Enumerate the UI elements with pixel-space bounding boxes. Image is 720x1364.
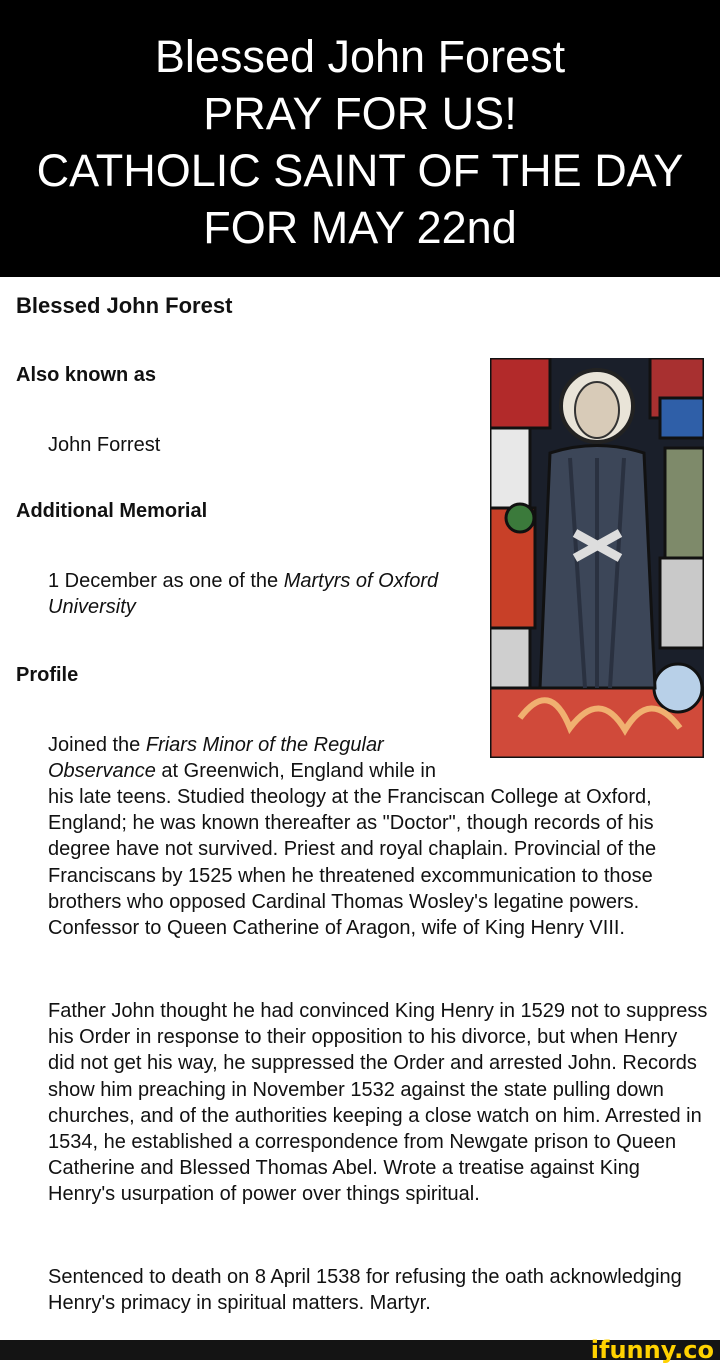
banner-line-4: FOR MAY 22nd: [203, 202, 517, 253]
memorial-heading: Additional Memorial: [16, 500, 208, 522]
footer-bar: [0, 1336, 720, 1364]
stained-glass-image: [490, 358, 704, 758]
ifunny-logo: ifunny.co: [590, 1336, 714, 1364]
article-title: Blessed John Forest: [16, 293, 233, 318]
banner-line-1: Blessed John Forest: [154, 31, 566, 82]
banner-line-2: PRAY FOR US!: [203, 88, 517, 139]
memorial-text: 1 December as one of the Martyrs of Oxford University: [48, 570, 439, 619]
title-banner: [0, 0, 720, 277]
profile-paragraph-1-start: Joined the Friars Minor of the Regular: [48, 734, 384, 756]
profile-paragraph-3: Sentenced to death on 8 April 1538 for refusing the oath acknowledging Henry's primacy in spiritual matters. Martyr.: [48, 1266, 682, 1315]
profile-paragraph-2: Father John thought he had convinced King Henry in 1529 not to suppress his Order in response to their opposition to his divorce, but when Henry did not get his way, he suppressed the Order and arrested John. Records show him preaching in November 1532 against the state pulling down churches, and of the authorities keeping a close watch on him. Arrested in 1534, he established a correspondence from Newgate prison to Queen Catherine and Blessed Thomas Abel. Wrote a treatise against King Henry's usurpation of power over things spiritual.: [48, 1000, 708, 1206]
profile-paragraph-1-continued: his late teens. Studied theology at the Franciscan College at Oxford, England; he was known thereafter as "Doctor", though records of his degree have not survived. Priest and royal chaplain. Provincial of the Franciscans by 1525 when he threatened excommunication to those brothers who opposed Cardinal Thomas Wosley's legatine powers. Confessor to Queen Catherine of Aragon, wife of King Henry VIII.: [48, 786, 657, 940]
aka-heading: Also known as: [16, 364, 157, 386]
aka-value: John Forrest: [48, 434, 161, 456]
banner-line-3: CATHOLIC SAINT OF THE DAY: [36, 145, 684, 196]
profile-heading: Profile: [16, 664, 79, 686]
profile-paragraph-1-line-2: Observance at Greenwich, England while in: [48, 760, 436, 782]
